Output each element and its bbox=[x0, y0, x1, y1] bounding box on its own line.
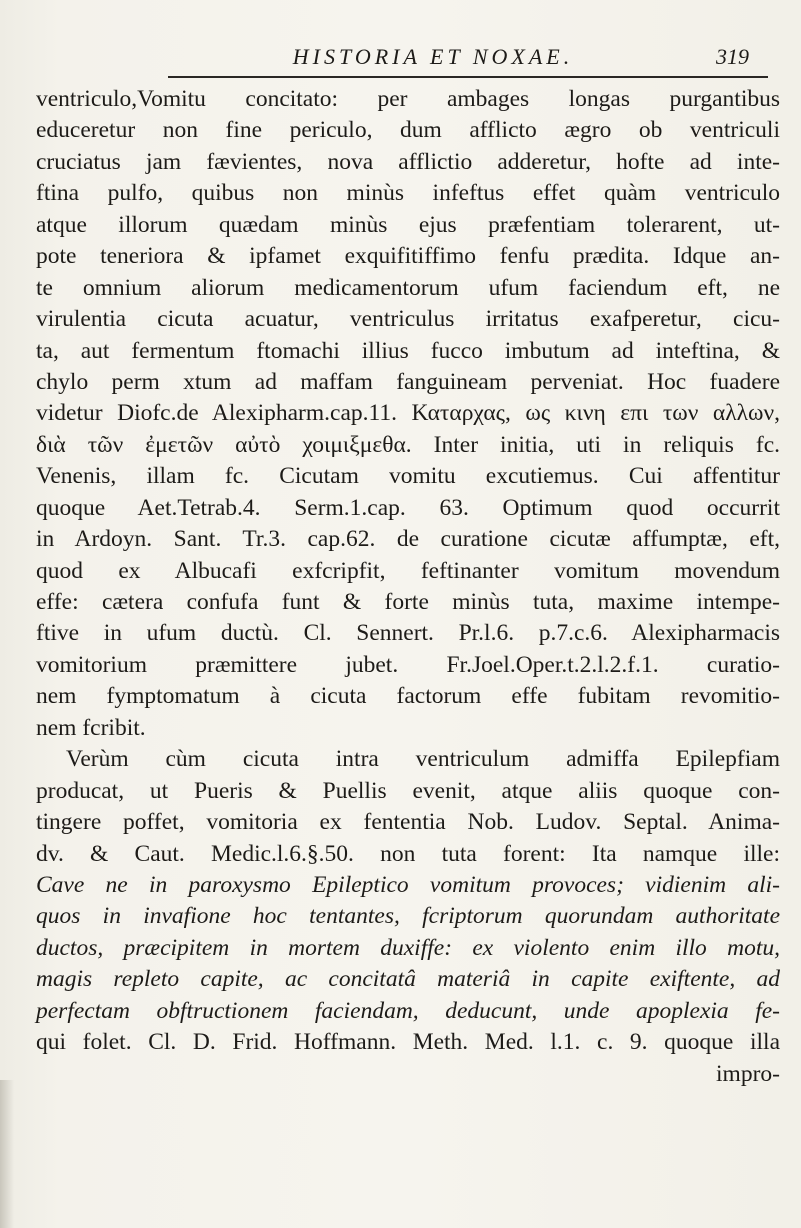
text-line: educeretur non fine periculo, dum afflicto ægro ob ventriculi bbox=[36, 117, 780, 144]
text-line: quos in invafione hoc tentantes, fcriptorum quorundam authoritate bbox=[36, 903, 780, 930]
text-line: magis repleto capite, ac concitatâ materiâ in capite exiftente, ad bbox=[36, 966, 780, 993]
text-line: vomitorium præmittere jubet. Fr.Joel.Oper.t.2.l.2.f.1. curatio- bbox=[36, 651, 780, 678]
body-text bbox=[36, 84, 780, 1090]
text-line: ftive in ufum ductù. Cl. Sennert. Pr.l.6. p.7.c.6. Alexipharmacis bbox=[36, 620, 780, 647]
text-line: Venenis, illam fc. Cicutam vomitu excutiemus. Cui affentitur bbox=[36, 463, 780, 490]
text-line: ftina pulfo, quibus non minùs infeftus effet quàm ventriculo bbox=[36, 180, 780, 207]
text-line: tingere poffet, vomitoria ex fententia Nob. Ludov. Septal. Anima- bbox=[36, 809, 780, 836]
gutter-shadow bbox=[0, 1080, 14, 1228]
text-line: Cave ne in paroxysmo Epileptico vomitum provoces; vidienim ali- bbox=[36, 871, 780, 898]
text-line: chylo perm xtum ad maffam fanguineam perveniat. Hoc fuadere bbox=[36, 368, 780, 395]
text-line: ta, aut fermentum ftomachi illius fucco imbutum ad inteftina, & bbox=[36, 337, 780, 364]
text-line: ventriculo,Vomitu concitato: per ambages longas purgantibus bbox=[36, 86, 780, 112]
text-line: ductos, præcipitem in mortem duxiffe: ex violento enim illo motu, bbox=[36, 934, 780, 961]
page-number: 319 bbox=[716, 44, 749, 69]
text-line: nem fymptomatum à cicuta factorum effe fubitam revomitio- bbox=[36, 683, 780, 710]
text-line: pote teneriora & ipfamet exquifitiffimo fenfu prædita. Idque an- bbox=[36, 243, 780, 270]
text-line: dv. & Caut. Medic.l.6.§.50. non tuta forent: Ita namque ille: bbox=[36, 840, 780, 867]
text-line: Verùm cùm cicuta intra ventriculum admiffa Epilepfiam bbox=[66, 746, 780, 773]
text-line: videtur Diofc.de Alexipharm.cap.11. Καταρχας, ως κινη επι των αλλων, bbox=[36, 400, 780, 427]
text-line: quod ex Albucafi exfcripfit, feftinanter vomitum movendum bbox=[36, 557, 780, 584]
text-line: effe: cætera confufa funt & forte minùs tuta, maxime intempe- bbox=[36, 589, 780, 615]
text-line: perfectam obftructionem faciendam, deducunt, unde apoplexia fe- bbox=[36, 997, 780, 1024]
text-line: virulentia cicuta acuatur, ventriculus irritatus exafperetur, cicu- bbox=[36, 306, 780, 333]
text-line: in Ardoyn. Sant. Tr.3. cap.62. de curatione cicutæ affumptæ, eft, bbox=[36, 526, 780, 553]
text-line: atque illorum quædam minùs ejus præfentiam tolerarent, ut- bbox=[36, 211, 780, 238]
text-line: producat, ut Pueris & Puellis evenit, atque aliis quoque con- bbox=[36, 777, 780, 804]
text-line: quoque Aet.Tetrab.4. Serm.1.cap. 63. Optimum quod occurrit bbox=[36, 494, 780, 521]
catchword: impro- bbox=[716, 1060, 780, 1087]
text-line: te omnium aliorum medicamentorum ufum faciendum eft, ne bbox=[36, 274, 780, 301]
running-title: HISTORIA ET NOXAE. bbox=[292, 44, 574, 69]
text-line: διὰ τῶν ἐμετῶν αὐτὸ χοιμιξμεθα. Inter initia, uti in reliquis fc. bbox=[36, 431, 780, 458]
text-line: nem fcribit. bbox=[36, 714, 146, 741]
header-rule bbox=[168, 76, 768, 78]
text-line: qui folet. Cl. D. Frid. Hoffmann. Meth. Med. l.1. c. 9. quoque illa bbox=[36, 1029, 780, 1056]
text-line: cruciatus jam fævientes, nova afflictio adderetur, hofte ad inte- bbox=[36, 148, 780, 175]
